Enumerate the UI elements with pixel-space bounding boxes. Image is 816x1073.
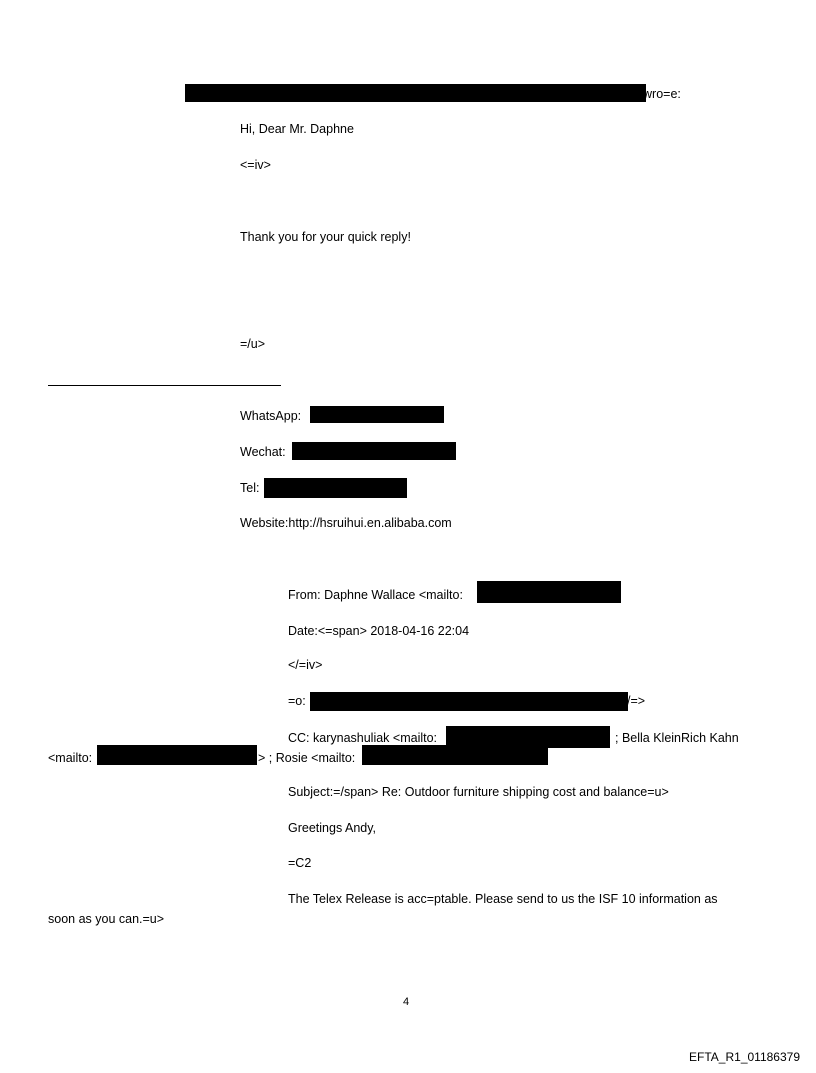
div-close-line: </=iv>: [288, 658, 323, 672]
bates-number: EFTA_R1_01186379: [689, 1050, 800, 1064]
page-number: 4: [403, 996, 410, 1008]
redaction-bar: [310, 406, 444, 423]
cc-bella: ; Bella KleinRich Kahn: [615, 731, 739, 745]
greetings-line: Greetings Andy,: [288, 821, 377, 835]
whatsapp-label: WhatsApp:: [240, 409, 302, 423]
redaction-bar: [310, 692, 628, 711]
subject-line: Subject:=/span> Re: Outdoor furniture shipping cost and balance=u>: [288, 785, 669, 799]
greeting-line: Hi, Dear Mr. Daphne: [240, 122, 354, 136]
cc-line: CC: karynashuliak <mailto:: [288, 731, 438, 745]
telex-line-2: soon as you can.=u>: [48, 912, 165, 926]
redaction-bar: [264, 478, 407, 498]
cc-mailto: <mailto:: [48, 751, 93, 765]
wechat-label: Wechat:: [240, 445, 286, 459]
to-prefix: =o:: [288, 694, 306, 708]
redaction-bar: [362, 745, 548, 765]
signature-divider: [48, 385, 281, 386]
thanks-line: Thank you for your quick reply!: [240, 230, 411, 244]
u-close-line: =/u>: [240, 337, 266, 351]
redaction-bar: [97, 745, 257, 765]
redaction-bar: [292, 442, 456, 460]
c2-line: =C2: [288, 856, 312, 870]
redaction-bar: [477, 581, 621, 603]
telex-line-1: The Telex Release is acc=ptable. Please send to us the ISF 10 information as: [288, 892, 718, 906]
tel-label: Tel:: [240, 481, 260, 495]
wrote-line: wro=e:: [643, 87, 681, 101]
div-open-line: <=iv>: [240, 158, 271, 172]
website-line: Website:http://hsruihui.en.alibaba.com: [240, 516, 452, 530]
cc-rosie: > ; Rosie <mailto:: [258, 751, 356, 765]
redaction-bar: [185, 84, 646, 102]
to-suffix: /=>: [627, 694, 646, 708]
from-line: From: Daphne Wallace <mailto:: [288, 588, 463, 602]
date-line: Date:<=span> 2018-04-16 22:04: [288, 624, 470, 638]
